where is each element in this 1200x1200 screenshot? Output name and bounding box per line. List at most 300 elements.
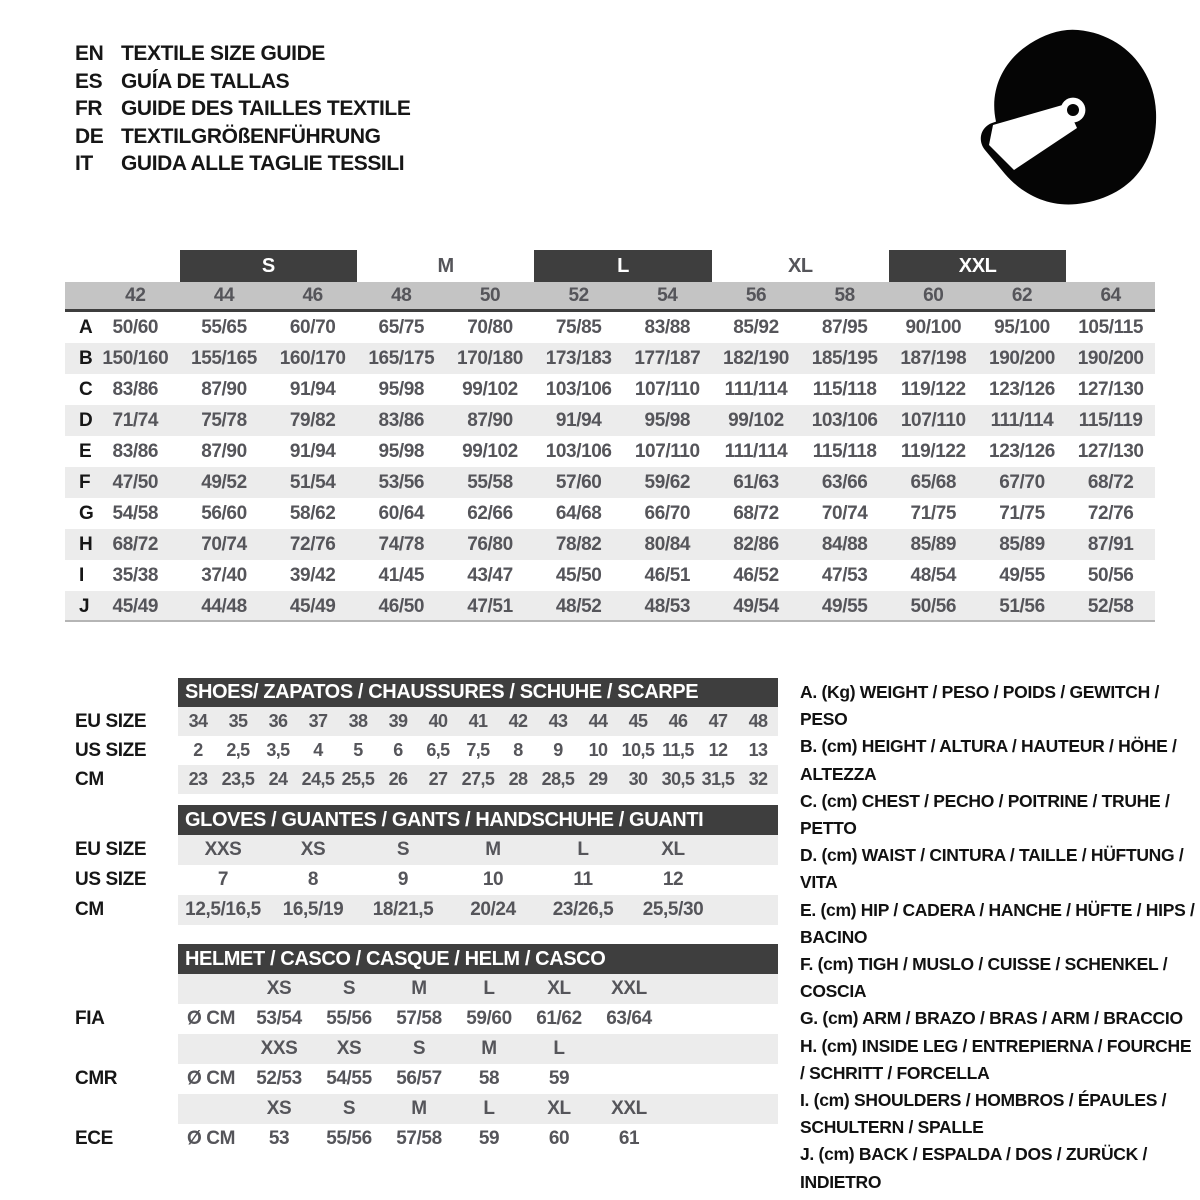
measure-value: 53/56 [378, 472, 425, 493]
helmet-cell: 59/60 [466, 1008, 512, 1029]
measure-row-j [65, 591, 1155, 622]
measure-value: 55/58 [467, 472, 513, 493]
measure-value: 64/68 [555, 503, 602, 524]
shoes-cell: 8 [513, 740, 523, 760]
row-label-eu-size: EU SIZE [75, 839, 147, 860]
measure-value: 99/102 [728, 410, 784, 431]
gloves-table-title: GLOVES / GUANTES / GANTS / HANDSCHUHE / GUANTI [178, 805, 778, 835]
helmet-cell: M [411, 1098, 427, 1119]
measure-row-label: A [79, 317, 93, 338]
shoes-cell: 23,5 [221, 769, 255, 789]
shoes-cell: 32 [748, 769, 768, 789]
legend-item: I. (cm) SHOULDERS / HOMBROS / ÉPAULES / SCHULTERN / SPALLE [800, 1090, 1167, 1138]
shoes-size-table [75, 678, 778, 794]
measure-row-label: C [79, 379, 93, 400]
shoes-cell: 37 [308, 711, 328, 731]
measure-value: 51/56 [999, 596, 1045, 617]
size-number: 60 [923, 285, 944, 306]
helmet-cell [594, 1064, 664, 1094]
helmet-cell: S [412, 1038, 426, 1059]
helmet-cells [178, 974, 778, 1004]
measure-value: 111/114 [990, 410, 1054, 431]
gloves-cell: XL [661, 839, 685, 860]
shoes-cell: 30 [628, 769, 648, 789]
shoes-cell: 2,5 [226, 740, 250, 760]
measure-value: 70/74 [201, 534, 247, 555]
measure-row-h [65, 529, 1155, 560]
measure-value: 107/110 [634, 379, 700, 400]
shoes-cell: 6 [393, 740, 403, 760]
helmet-table-title: HELMET / CASCO / CASQUE / HELM / CASCO [178, 944, 778, 974]
racing-helmet-icon [968, 22, 1168, 212]
shoes-cell: 11,5 [662, 740, 694, 760]
helmet-cell: 57/58 [396, 1128, 442, 1149]
measure-value: 35/38 [112, 565, 159, 586]
shoes-cell: 23 [188, 769, 208, 789]
measure-value: 177/187 [634, 348, 701, 369]
shoes-cell: 5 [353, 740, 363, 760]
language-title: TEXTILE SIZE GUIDE [121, 42, 325, 65]
measure-value: 49/54 [733, 596, 779, 617]
measure-value: 68/72 [733, 503, 779, 524]
size-number: 54 [657, 285, 678, 306]
shoes-cell: 28,5 [541, 769, 575, 789]
language-row [75, 150, 410, 178]
measure-value: 65/68 [910, 472, 957, 493]
helmet-cell: 61 [618, 1128, 640, 1149]
helmet-cell: 54/55 [326, 1068, 372, 1089]
measure-value: 62/66 [467, 503, 513, 524]
helmet-cell: Ø CM [186, 1068, 235, 1089]
measure-value: 123/126 [989, 441, 1055, 462]
helmet-cell: M [481, 1038, 497, 1059]
shoes-cells [178, 736, 778, 765]
legend-item: E. (cm) HIP / CADERA / HANCHE / HÜFTE / HIPS / BACINO [800, 899, 1195, 947]
legend-item: B. (cm) HEIGHT / ALTURA / HAUTEUR / HÖHE / ALTEZZA [800, 736, 1177, 784]
measure-value: 127/130 [1077, 441, 1144, 462]
measure-value: 72/76 [289, 534, 336, 555]
measure-value: 48/52 [555, 596, 602, 617]
shoes-cell: 42 [508, 711, 528, 731]
gloves-cell: 16,5/19 [282, 899, 344, 920]
shoes-table-title: SHOES/ ZAPATOS / CHAUSSURES / SCHUHE / SCARPE [178, 678, 778, 707]
shoes-cell: 13 [748, 740, 768, 760]
measure-value: 103/106 [545, 441, 612, 462]
row-label-cm: CM [75, 899, 104, 920]
helmet-cell: XXS [260, 1038, 298, 1059]
helmet-cell: XXL [611, 1098, 647, 1119]
gloves-row [75, 895, 778, 925]
measure-value: 87/95 [821, 317, 868, 338]
gloves-cell: 18/21,5 [372, 899, 434, 920]
size-group-xl: XL [787, 255, 813, 277]
helmet-cell: L [483, 978, 495, 999]
helmet-row [75, 1124, 778, 1154]
measure-value: 48/54 [910, 565, 957, 586]
helmet-cell: 57/58 [396, 1008, 442, 1029]
measure-value: 46/52 [733, 565, 779, 586]
measure-value: 49/52 [201, 472, 247, 493]
helmet-cells [178, 1124, 778, 1154]
shoes-cell: 27,5 [461, 769, 495, 789]
shoes-cell: 12 [708, 740, 728, 760]
helmet-cell: 59 [478, 1128, 500, 1149]
gloves-title-row [75, 805, 778, 835]
measure-row-i [65, 560, 1155, 591]
measure-value: 83/86 [112, 441, 159, 462]
helmet-cell [178, 1034, 244, 1064]
helmet-cells [178, 1064, 778, 1094]
helmet-cell [178, 1094, 244, 1124]
row-label-fia: FIA [75, 1008, 105, 1029]
measure-value: 45/49 [289, 596, 336, 617]
measure-value: 182/190 [723, 348, 789, 369]
measure-value: 115/118 [812, 379, 877, 400]
measure-value: 190/200 [989, 348, 1055, 369]
measure-value: 87/91 [1087, 534, 1134, 555]
measure-value: 87/90 [467, 410, 513, 431]
helmet-cell: Ø CM [186, 1008, 235, 1029]
measure-value: 115/118 [812, 441, 877, 462]
shoes-cell: 36 [268, 711, 288, 731]
measure-value: 187/198 [900, 348, 967, 369]
measure-value: 170/180 [457, 348, 523, 369]
helmet-cell: XS [336, 1038, 362, 1059]
helmet-row [75, 1064, 778, 1094]
language-title: TEXTILGRÖßENFÜHRUNG [121, 124, 381, 148]
measure-row-label: G [79, 503, 94, 524]
measure-value: 45/50 [555, 565, 602, 586]
row-label-us-size: US SIZE [75, 740, 147, 761]
shoes-cell: 24 [268, 769, 288, 789]
measure-row-g [65, 498, 1155, 529]
helmet-cell: 56/57 [396, 1068, 442, 1089]
size-group-l: L [534, 250, 711, 282]
size-number: 44 [213, 285, 235, 306]
measure-value: 82/86 [733, 534, 779, 555]
helmet-title-row [75, 944, 778, 974]
helmet-cell: L [553, 1038, 565, 1059]
shoes-cell: 35 [228, 711, 248, 731]
row-label-ece: ECE [75, 1128, 113, 1149]
size-number: 56 [745, 285, 767, 306]
shoes-cell: 10,5 [621, 740, 655, 760]
size-number-row [65, 282, 1155, 312]
measure-value: 87/90 [201, 379, 247, 400]
size-number: 58 [834, 285, 855, 306]
measure-value: 85/89 [999, 534, 1045, 555]
measure-value: 119/122 [900, 379, 966, 400]
helmet-row [75, 1094, 778, 1124]
measure-value: 46/51 [644, 565, 691, 586]
measure-value: 80/84 [644, 534, 691, 555]
measure-value: 50/56 [910, 596, 957, 617]
measure-value: 111/114 [724, 379, 788, 400]
measure-value: 83/88 [644, 317, 691, 338]
textile-size-table [65, 250, 1155, 622]
measure-value: 127/130 [1077, 379, 1144, 400]
shoes-cell: 30,5 [661, 769, 695, 789]
gloves-cell: L [577, 839, 589, 860]
measure-value: 95/98 [378, 379, 425, 400]
helmet-cells [178, 1094, 778, 1124]
legend-item: A. (Kg) WEIGHT / PESO / POIDS / GEWITCH / PESO [800, 682, 1160, 730]
gloves-cells [178, 895, 778, 925]
legend-item: D. (cm) WAIST / CINTURA / TAILLE / HÜFTUNG / VITA [800, 845, 1184, 893]
size-number: 46 [302, 285, 323, 306]
shoes-cell: 10 [588, 740, 608, 760]
measure-value: 165/175 [368, 348, 435, 369]
row-label-empty [75, 1094, 178, 1124]
language-code: FR [75, 97, 103, 120]
helmet-cell: L [483, 1098, 495, 1119]
gloves-cells [178, 835, 778, 865]
language-title: GUIDA ALLE TAGLIE TESSILI [121, 152, 405, 175]
measure-value: 51/54 [289, 472, 336, 493]
title-spacer [75, 678, 178, 707]
measure-value: 52/58 [1087, 596, 1134, 617]
shoes-cell: 7,5 [466, 740, 490, 760]
helmet-cell: XL [547, 1098, 571, 1119]
legend-item: H. (cm) INSIDE LEG / ENTREPIERNA / FOURCHE / SCHRITT / FORCELLA [800, 1035, 1192, 1083]
measure-value: 84/88 [821, 534, 868, 555]
helmet-cell: 53 [268, 1128, 290, 1149]
measure-value: 95/98 [644, 410, 691, 431]
measure-value: 74/78 [378, 534, 425, 555]
measure-value: 44/48 [201, 596, 247, 617]
measure-row-a [65, 312, 1155, 343]
measure-value: 78/82 [555, 534, 602, 555]
measure-value: 103/106 [811, 410, 878, 431]
helmet-cell: XS [266, 1098, 292, 1119]
measure-value: 95/98 [378, 441, 425, 462]
measure-value: 91/94 [289, 379, 336, 400]
measure-value: 123/126 [989, 379, 1055, 400]
language-code: EN [75, 42, 104, 65]
shoes-cell: 44 [588, 711, 608, 731]
gloves-cell: XXS [204, 839, 242, 860]
shoes-cell: 38 [348, 711, 368, 731]
measurement-legend [800, 679, 1198, 1196]
shoes-cells [178, 765, 778, 794]
helmet-cell: 58 [478, 1068, 500, 1089]
measure-value: 190/200 [1077, 348, 1144, 369]
helmet-cell [594, 1034, 664, 1064]
measure-value: 41/45 [378, 565, 425, 586]
measure-value: 103/106 [545, 379, 612, 400]
helmet-cell: M [411, 978, 427, 999]
measure-row-label: D [79, 410, 93, 431]
gloves-cell: 11 [573, 869, 593, 890]
measure-value: 54/58 [112, 503, 159, 524]
measure-value: 76/80 [467, 534, 513, 555]
language-title: GUÍA DE TALLAS [121, 69, 290, 93]
row-label-empty [75, 1034, 178, 1064]
measure-value: 59/62 [644, 472, 691, 493]
gloves-cell: XS [300, 839, 326, 860]
shoes-cell: 28 [508, 769, 528, 789]
measure-row-e [65, 436, 1155, 467]
shoes-cell: 9 [553, 740, 563, 760]
shoes-row [75, 707, 778, 736]
measure-value: 48/53 [644, 596, 691, 617]
measure-row-f [65, 467, 1155, 498]
measure-value: 67/70 [999, 472, 1045, 493]
shoes-cell: 4 [313, 740, 323, 760]
shoes-title-row [75, 678, 778, 707]
helmet-cell: 55/56 [326, 1128, 372, 1149]
measure-value: 72/76 [1087, 503, 1134, 524]
measure-value: 173/183 [545, 348, 612, 369]
language-code: ES [75, 69, 103, 93]
size-number: 42 [125, 285, 146, 306]
gloves-cell: 8 [307, 869, 319, 890]
helmet-cell: 61/62 [536, 1008, 582, 1029]
gloves-size-table [75, 805, 778, 925]
gloves-cell: 25,5/30 [642, 899, 704, 920]
measure-value: 99/102 [462, 441, 518, 462]
measure-value: 66/70 [644, 503, 691, 524]
shoes-cell: 6,5 [426, 740, 450, 760]
shoes-row [75, 765, 778, 794]
gloves-cell: 20/24 [470, 899, 516, 920]
title-spacer [75, 944, 178, 974]
measure-value: 61/63 [733, 472, 779, 493]
legend-item: F. (cm) TIGH / MUSLO / CUISSE / SCHENKEL / COSCIA [800, 954, 1168, 1002]
shoes-cell: 39 [388, 711, 408, 731]
shoes-cell: 47 [708, 711, 728, 731]
helmet-cell: XS [266, 978, 292, 999]
helmet-row [75, 974, 778, 1004]
measure-value: 85/89 [910, 534, 957, 555]
measure-value: 56/60 [201, 503, 247, 524]
gloves-cell: 10 [482, 869, 504, 890]
gloves-cell: M [485, 839, 501, 860]
measure-value: 75/78 [201, 410, 247, 431]
measure-value: 185/195 [811, 348, 878, 369]
helmet-cell: 52/53 [256, 1068, 302, 1089]
gloves-cell: 23/26,5 [552, 899, 614, 920]
helmet-cell: XL [547, 978, 571, 999]
language-row [75, 95, 410, 123]
measure-value: 107/110 [634, 441, 700, 462]
measure-value: 55/65 [201, 317, 247, 338]
language-row [75, 68, 410, 96]
size-number: 62 [1011, 285, 1033, 306]
measure-value: 83/86 [378, 410, 425, 431]
measure-value: 85/92 [733, 317, 779, 338]
size-number: 52 [568, 285, 589, 306]
measure-value: 119/122 [900, 441, 966, 462]
measure-row-d [65, 405, 1155, 436]
legend-item: C. (cm) CHEST / PECHO / POITRINE / TRUHE / PETTO [800, 790, 1170, 839]
shoes-cell: 31,5 [701, 769, 735, 789]
measure-value: 57/60 [555, 472, 602, 493]
measure-value: 47/50 [112, 472, 159, 493]
measure-value: 68/72 [112, 534, 159, 555]
helmet-row [75, 1034, 778, 1064]
gloves-cell: S [396, 839, 410, 860]
measure-value: 83/86 [112, 379, 159, 400]
row-label-cm: CM [75, 769, 104, 790]
language-code: IT [75, 152, 93, 175]
title-spacer [75, 805, 178, 835]
size-number: 64 [1100, 285, 1121, 306]
helmet-cell: 63/64 [606, 1008, 652, 1029]
shoes-cell: 26 [388, 769, 408, 789]
row-label-empty [75, 974, 178, 1004]
helmet-cell: Ø CM [186, 1128, 235, 1149]
gloves-row [75, 865, 778, 895]
helmet-cell: 60 [548, 1128, 570, 1149]
language-title-list [75, 40, 410, 178]
measure-value: 43/47 [467, 565, 513, 586]
measure-row-b [65, 343, 1155, 374]
measure-row-label: B [79, 348, 93, 369]
shoes-cell: 43 [548, 711, 568, 731]
measure-value: 75/85 [555, 317, 602, 338]
measure-value: 71/75 [910, 503, 957, 524]
measure-value: 46/50 [378, 596, 425, 617]
shoes-cell: 34 [188, 711, 208, 731]
measure-value: 68/72 [1087, 472, 1134, 493]
size-number: 48 [391, 285, 412, 306]
measure-row-c [65, 374, 1155, 405]
language-row [75, 123, 410, 151]
measure-value: 58/62 [289, 503, 336, 524]
helmet-cell: XXL [611, 978, 647, 999]
gloves-cell: 9 [397, 869, 409, 890]
measure-value: 99/102 [462, 379, 518, 400]
helmet-cell: S [342, 1098, 356, 1119]
size-group-m: M [437, 255, 454, 277]
measure-value: 105/115 [1078, 317, 1144, 338]
gloves-cell: 12,5/16,5 [185, 899, 261, 920]
measure-value: 71/75 [999, 503, 1045, 524]
measure-value: 70/74 [821, 503, 868, 524]
measure-row-label: I [79, 565, 84, 586]
language-code: DE [75, 124, 104, 148]
measure-value: 49/55 [999, 565, 1045, 586]
measure-value: 79/82 [289, 410, 336, 431]
shoes-cell: 45 [628, 711, 648, 731]
shoes-cell: 46 [668, 711, 688, 731]
language-title: GUIDE DES TAILLES TEXTILE [121, 97, 411, 120]
language-row [75, 40, 410, 68]
measure-value: 160/170 [279, 348, 346, 369]
gloves-cell: 12 [662, 869, 684, 890]
shoes-cell: 3,5 [266, 740, 290, 760]
measure-value: 50/60 [112, 317, 159, 338]
measure-value: 49/55 [821, 596, 868, 617]
helmet-cell: 59 [548, 1068, 570, 1089]
legend-item: G. (cm) ARM / BRAZO / BRAS / ARM / BRACCIO [800, 1008, 1183, 1029]
gloves-cell: 7 [217, 869, 229, 890]
shoes-cell: 24,5 [301, 769, 335, 789]
measure-row-label: E [79, 441, 92, 462]
shoes-cell: 41 [468, 711, 488, 731]
helmet-cell: S [342, 978, 356, 999]
helmet-cells [178, 1034, 778, 1064]
shoes-cells [178, 707, 778, 736]
measure-value: 70/80 [467, 317, 513, 338]
gloves-row [75, 835, 778, 865]
helmet-cell [178, 974, 244, 1004]
helmet-cell: 53/54 [256, 1008, 302, 1029]
measure-row-label: F [79, 472, 91, 493]
row-label-us-size: US SIZE [75, 869, 147, 890]
shoes-cell: 48 [748, 711, 768, 731]
